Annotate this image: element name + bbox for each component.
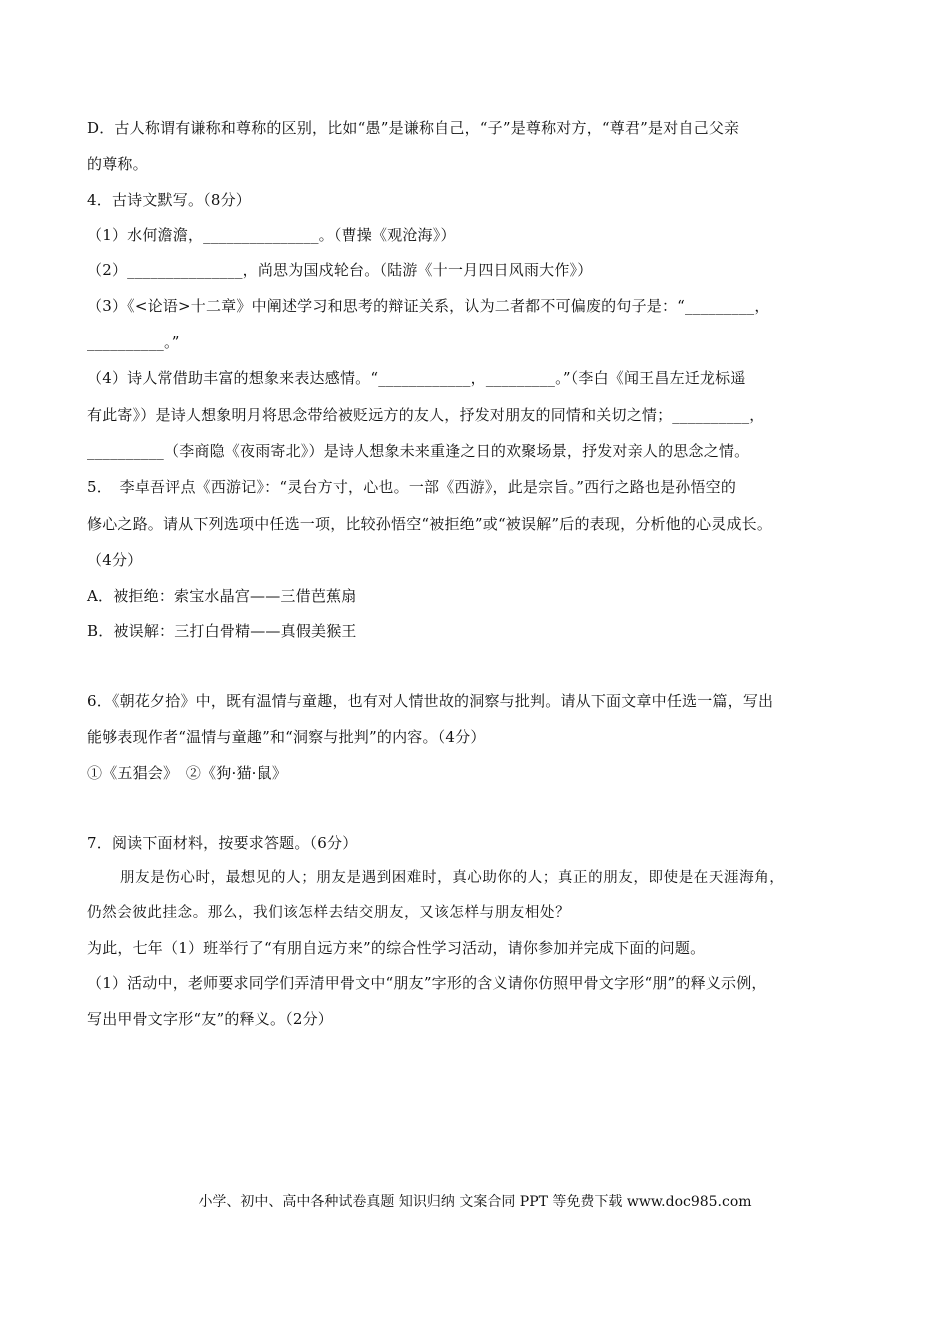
q4-part4-line1: （4）诗人常借助丰富的想象来表达感情。“____________，_________。”（李白《闻王昌左迁龙标遥 (87, 369, 746, 387)
q4-part2: （2）_______________，尚思为国戍轮台。（陆游《十一月四日风雨大作》） (87, 261, 593, 279)
q7-title: 7．阅读下面材料，按要求答题。（6分） (87, 834, 358, 852)
q5-option-a: A．被拒绝：索宝水晶宫——三借芭蕉扇 (87, 587, 357, 605)
q6-line1: 6．《朝花夕拾》中，既有温情与童趣，也有对人情世故的洞察与批判。请从下面文章中任选一篇，写出 (87, 692, 774, 710)
page-footer: 小学、初中、高中各种试卷真题 知识归纳 文案合同 PPT 等免费下载 www.doc985.com (198, 1194, 752, 1210)
q4-part1: （1）水何澹澹，_______________。（曹操《观沧海》） (87, 226, 456, 244)
q4-part3-line1: （3）《<论语>十二章》中阐述学习和思考的辩证关系，认为二者都不可偏废的句子是：“_________， (87, 297, 770, 315)
q5-line1: 5． 李卓吾评点《西游记》：“灵台方寸，心也。一部《西游》，此是宗旨。”西行之路也是孙悟空的 (87, 478, 737, 496)
q7-material-line2: 仍然会彼此挂念。那么，我们该怎样去结交朋友，又该怎样与朋友相处？ (87, 905, 571, 921)
q7-part1-line2: 写出甲骨文字形“友”的释义。（2分） (87, 1010, 333, 1028)
q3-option-d-line2: 的尊称。 (87, 155, 148, 173)
q4-part4-line2: 有此寄》）是诗人想象明月将思念带给被贬远方的友人，抒发对朋友的同情和关切之情；__________， (87, 406, 765, 424)
q6-options: ①《五猖会》 ②《狗·猫·鼠》 (87, 764, 288, 782)
q4-title: 4．古诗文默写。（8分） (87, 191, 251, 209)
q5-line2: 修心之路。请从下列选项中任选一项，比较孙悟空“被拒绝”或“被误解”后的表现，分析他的心灵成长。 (87, 515, 773, 533)
q3-option-d-line1: D．古人称谓有谦称和尊称的区别，比如“愚”是谦称自己，“子”是尊称对方，“尊君”是对自己父亲 (87, 119, 740, 137)
q5-line3: （4分） (87, 551, 143, 569)
q7-intro: 为此，七年（1）班举行了“有朋自远方来”的综合性学习活动，请你参加并完成下面的问题。 (87, 939, 706, 957)
q4-part4-line3: __________（李商隐《夜雨寄北》）是诗人想象未来重逢之日的欢聚场景，抒发对亲人的思念之情。 (87, 442, 750, 460)
q4-part3-line2: __________。” (87, 333, 180, 351)
q6-line2: 能够表现作者“温情与童趣”和“洞察与批判”的内容。（4分） (87, 728, 486, 746)
q7-material-line1: 朋友是伤心时，最想见的人；朋友是遇到困难时，真心助你的人；真正的朋友，即使是在天涯海角， (120, 870, 785, 886)
q5-option-b: B．被误解：三打白骨精——真假美猴王 (87, 622, 357, 640)
q7-part1-line1: （1）活动中，老师要求同学们弄清甲骨文中“朋友”字形的含义请你仿照甲骨文字形“朋”的释义示例， (87, 974, 767, 992)
